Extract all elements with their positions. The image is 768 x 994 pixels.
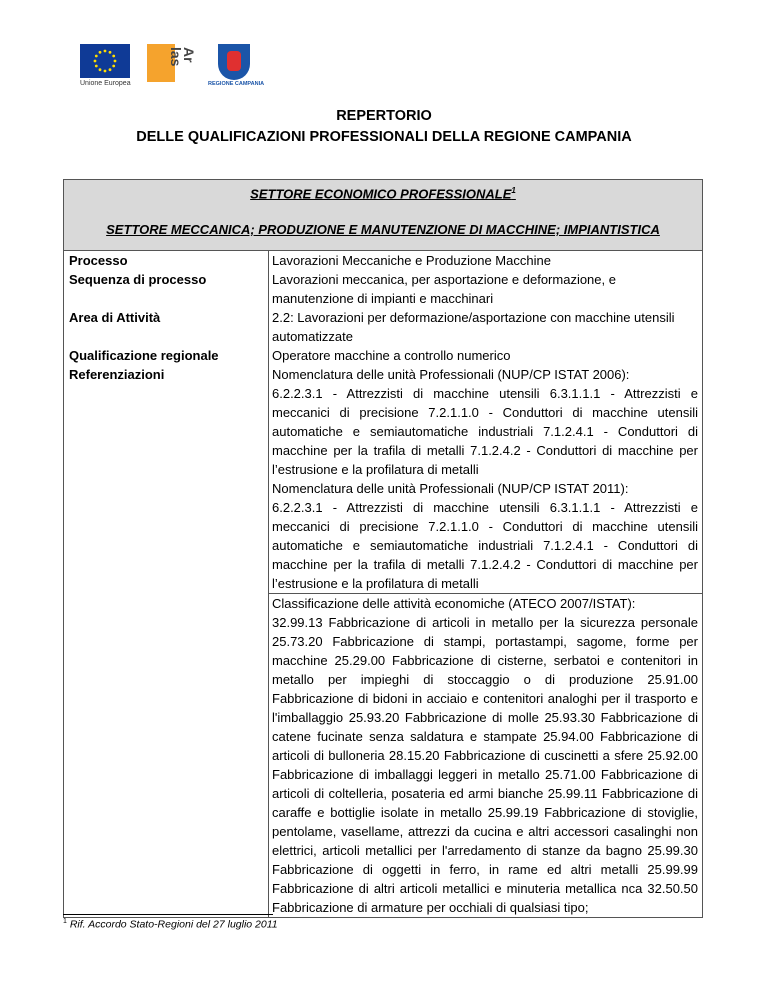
value-sequenza: Lavorazioni meccanica, per asportazione e deformazione, e manutenzione di impianti e macchinari: [272, 272, 616, 306]
value-qualificazione: Operatore macchine a controllo numerico: [272, 348, 511, 363]
table-body: [64, 251, 702, 917]
ateco-block: [269, 593, 702, 917]
sector-heading: [64, 186, 702, 201]
eu-logo-label: Unione Europea: [80, 80, 131, 87]
label-area: Area di Attività: [69, 310, 161, 325]
label-processo: Processo: [69, 253, 128, 268]
regione-shield-icon: [218, 44, 250, 80]
nup-2006-title: Nomenclatura delle unità Professionali (NUP/CP ISTAT 2006):: [272, 367, 630, 382]
value-area: 2.2: Lavorazioni per deformazione/asportazione con macchine utensili automatizzate: [272, 310, 675, 344]
ateco-title: Classificazione delle attività economiche (ATECO 2007/ISTAT):: [272, 596, 636, 611]
footnote: [63, 918, 278, 931]
value-processo: Lavorazioni Meccaniche e Produzione Macchine: [272, 253, 551, 268]
label-qualificazione: Qualificazione regionale: [69, 348, 219, 363]
value-column: [269, 251, 702, 917]
regione-campania-logo: [208, 44, 265, 88]
sector-heading-text: SETTORE ECONOMICO PROFESSIONALE: [250, 186, 512, 202]
table-header: [64, 180, 702, 251]
eu-flag-logo: [80, 44, 131, 87]
nup-2006-block: [269, 365, 702, 593]
regione-logo-label: REGIONE CAMPANIA: [208, 81, 265, 87]
sector-name: SETTORE MECCANICA; PRODUZIONE E MANUTENZIONE DI MACCHINE; IMPIANTISTICA: [106, 222, 660, 237]
document-title-line2: DELLE QUALIFICAZIONI PROFESSIONALI DELLA REGIONE CAMPANIA: [136, 129, 632, 145]
label-column: [64, 251, 269, 917]
footnote-ref[interactable]: 1: [511, 186, 516, 195]
referenziazioni-block: [269, 365, 702, 917]
nup-2011-text: 6.2.2.3.1 - Attrezzisti di macchine utensili 6.3.1.1.1 - Attrezzisti e meccanici di precisione 7.2.1.1.0 - Conduttori di macchine utensili automatiche e semiautomatiche industriali 7.1.2.4.1 - Conduttori di macchine per la trafila di metalli 7.1.2.4.2 - Conduttori di macchine per l’estrusione e la profilatura di metalli: [272, 500, 698, 591]
footnote-separator: [63, 914, 273, 915]
footnote-number: 1: [63, 918, 67, 925]
label-sequenza: Sequenza di processo: [69, 272, 207, 287]
document-title-line1: REPERTORIO: [336, 108, 432, 124]
qualification-table: [63, 179, 703, 918]
arlas-logo: [147, 44, 199, 82]
ateco-text: 32.99.13 Fabbricazione di articoli in metallo per la sicurezza personale 25.73.20 Fabbricazione di stampi, portastampi, sagome, forme per macchine 25.29.00 Fabbricazione di cisterne, serbatoi e contenitori in metallo per impieghi di stoccaggio o di produzione 25.91.00 Fabbricazione di bidoni in acciaio e contenitori analoghi per il trasporto e l'imballaggio 25.93.20 Fabbricazione di molle 25.93.30 Fabbricazione di catene fucinate senza saldatura e stampate 25.94.00 Fabbricazione di articoli di bulloneria 28.15.20 Fabbricazione di cuscinetti a sfere 25.92.00 Fabbricazione di imballaggi leggeri in metallo 25.71.00 Fabbricazione di articoli di coltelleria, posateria ed armi bianche 25.99.11 Fabbricazione di caraffe e bottiglie isolate in metallo 25.99.19 Fabbricazione di stoviglie, pentolame, vasellame, attrezzi da cucina e altri accessori casalinghi non elettrici, articoli metallici per l'arredamento di stanze da bagno 25.99.30 Fabbricazione di oggetti in ferro, in rame ed altri metalli 25.99.99 Fabbricazione di altri articoli metallici e minuteria metallica nca 32.50.50 Fabbricazione di armature per occhiali di qualsiasi tipo;: [272, 615, 698, 915]
eu-stars-icon: [80, 44, 130, 78]
footnote-text: Rif. Accordo Stato-Regioni del 27 luglio 2011: [69, 918, 278, 931]
arlas-logo-text: Ar las: [168, 47, 197, 67]
nup-2006-text: 6.2.2.3.1 - Attrezzisti di macchine utensili 6.3.1.1.1 - Attrezzisti e meccanici di precisione 7.2.1.1.0 - Conduttori di macchine utensili automatiche e semiautomatiche industriali 7.1.2.4.1 - Conduttori di macchine per la trafila di metalli 7.1.2.4.2 - Conduttori di macchine per l’estrusione e la profilatura di metalli: [272, 386, 698, 477]
label-referenziazioni: Referenziazioni: [69, 367, 165, 382]
nup-2011-title: Nomenclatura delle unità Professionali (NUP/CP ISTAT 2011):: [272, 481, 629, 496]
